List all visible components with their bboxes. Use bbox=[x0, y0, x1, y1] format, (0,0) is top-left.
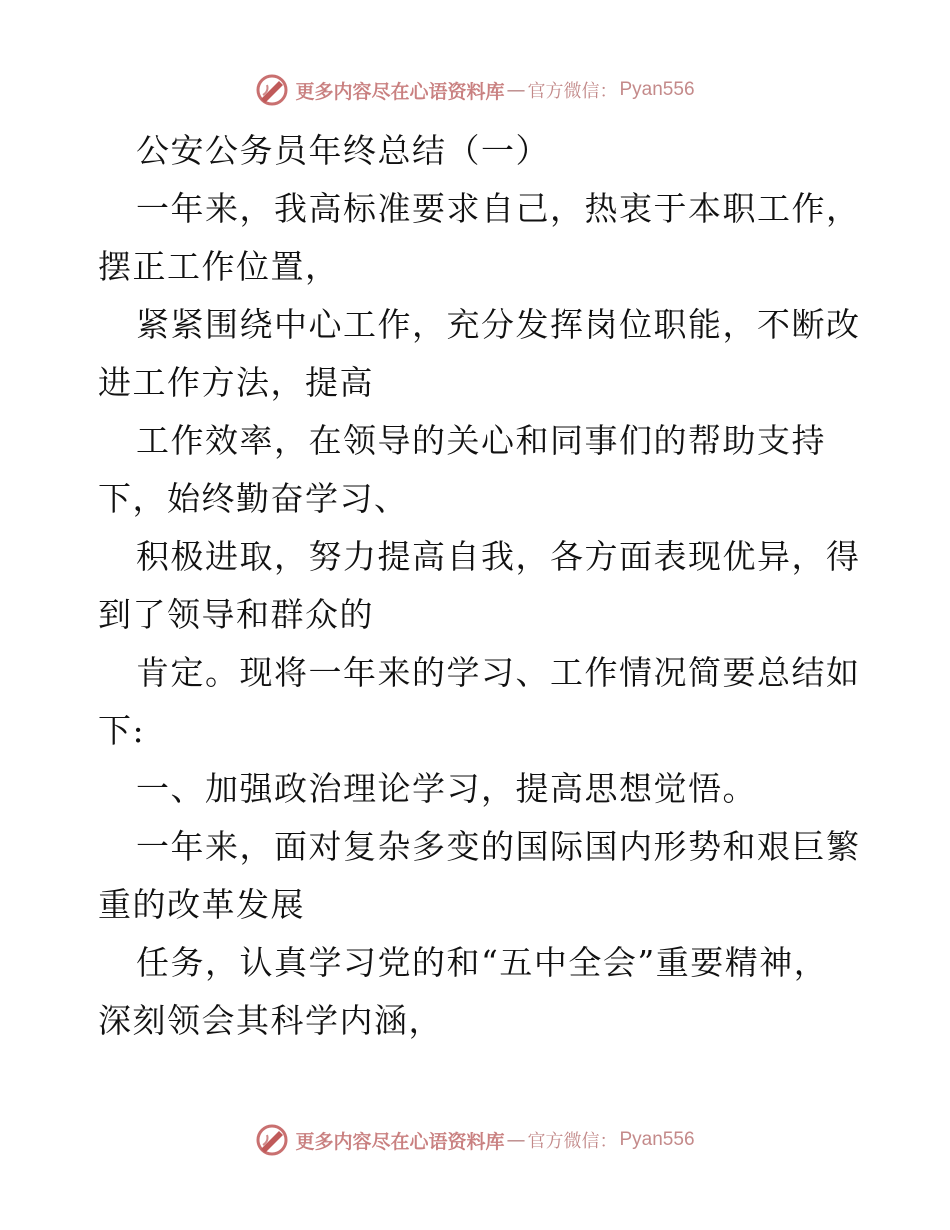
paragraph-line: 到了领导和群众的 bbox=[98, 595, 374, 634]
section-heading: 一、加强政治理论学习，提高思想觉悟。 bbox=[136, 769, 757, 808]
paragraph-line: 进工作方法，提高 bbox=[98, 363, 374, 402]
pen-nib-logo-icon bbox=[255, 1123, 289, 1157]
banner-text: 更多内容尽在心语资料库 bbox=[295, 80, 505, 103]
banner-wechat-label: 官方微信： bbox=[527, 81, 618, 102]
paragraph-line: 下，始终勤奋学习、 bbox=[98, 479, 409, 518]
banner-dash: — bbox=[506, 79, 526, 101]
header-banner bbox=[0, 70, 950, 110]
banner-text: 更多内容尽在心语资料库 bbox=[295, 1130, 505, 1153]
paragraph-line: 摆正工作位置， bbox=[98, 247, 340, 286]
pen-nib-logo-icon bbox=[255, 73, 289, 107]
paragraph-line: 肯定。现将一年来的学习、工作情况简要总结如 bbox=[136, 653, 861, 692]
paragraph-line: 工作效率，在领导的关心和同事们的帮助支持 bbox=[136, 421, 826, 460]
paragraph-line: 积极进取，努力提高自我，各方面表现优异，得 bbox=[136, 537, 861, 576]
footer-banner bbox=[0, 1120, 950, 1160]
banner-dash: — bbox=[506, 1129, 526, 1151]
banner-wechat-id: Pyan556 bbox=[619, 79, 695, 100]
paragraph-line: 下: bbox=[98, 711, 146, 750]
paragraph-line: 一年来，面对复杂多变的国际国内形势和艰巨繁 bbox=[136, 827, 861, 866]
paragraph-line: 任务，认真学习党的和“五中全会”重要精神， bbox=[136, 943, 829, 982]
document-body bbox=[98, 122, 868, 1050]
banner-wechat-id: Pyan556 bbox=[619, 1129, 695, 1150]
paragraph-line: 重的改革发展 bbox=[98, 885, 305, 924]
paragraph-line: 紧紧围绕中心工作，充分发挥岗位职能，不断改 bbox=[136, 305, 861, 344]
banner-wechat-label: 官方微信： bbox=[527, 1131, 618, 1152]
paragraph-line: 深刻领会其科学内涵， bbox=[98, 1001, 443, 1040]
paragraph-line: 一年来，我高标准要求自己，热衷于本职工作， bbox=[136, 189, 861, 228]
document-title: 公安公务员年终总结（一） bbox=[136, 131, 550, 170]
